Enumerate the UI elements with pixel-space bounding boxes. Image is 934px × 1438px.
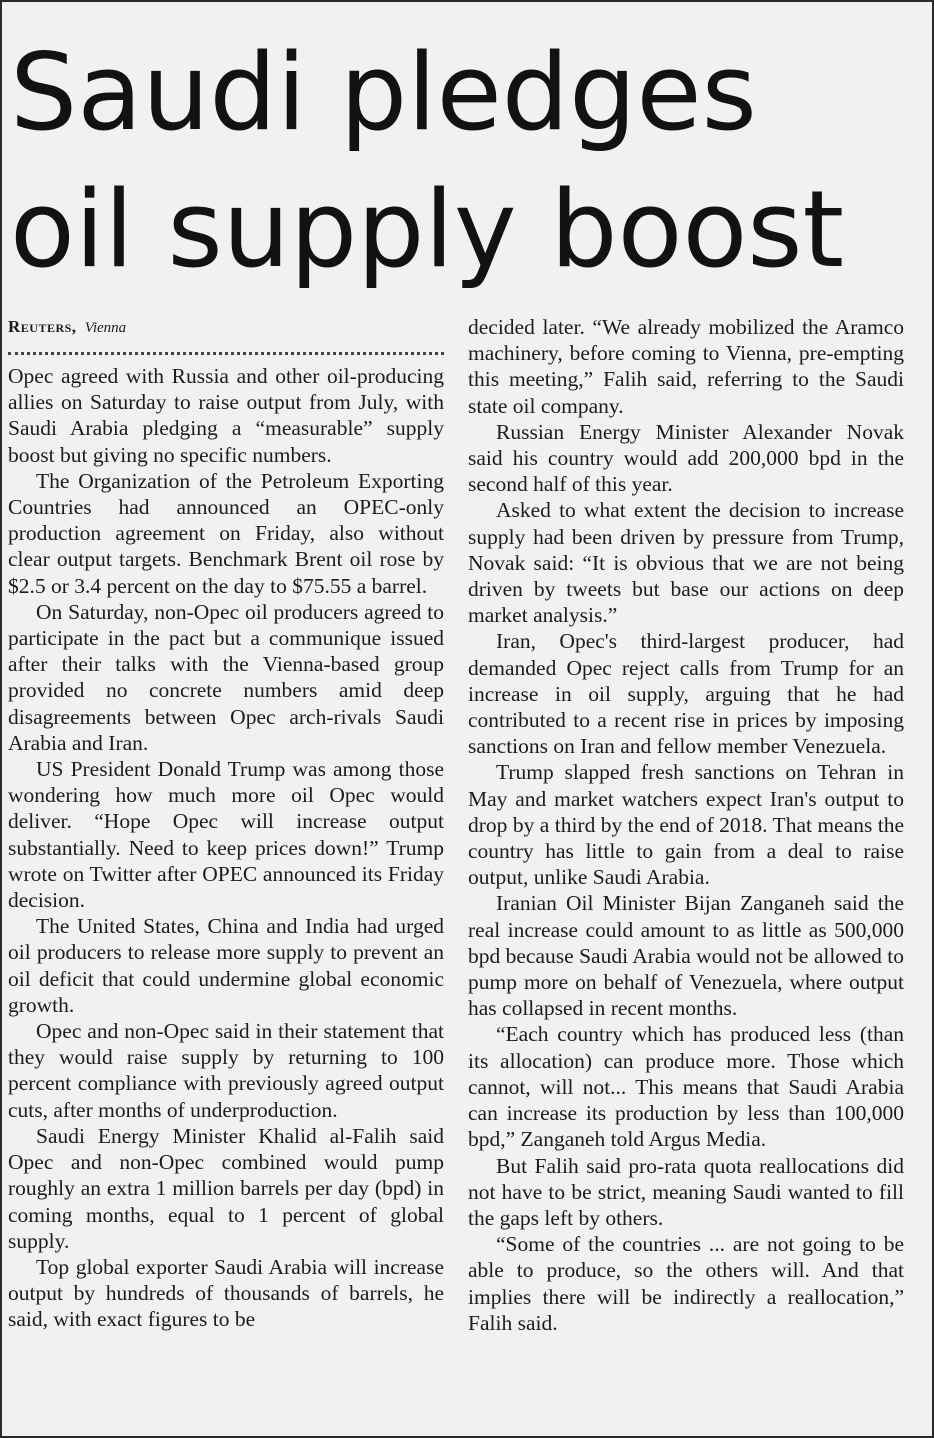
paragraph: Asked to what extent the decision to increase supply had been driven by pressure from Trump, Novak said: “It is obvious that we are not being driven by tweets but base our actions on deep market analysis.” [468, 498, 904, 628]
headline-line-2: oil supply boost [10, 168, 845, 291]
paragraph: Iranian Oil Minister Bijan Zanganeh said the real increase could amount to as little as 500,000 bpd because Saudi Arabia would not be allowed to pump more on behalf of Venezuela, where output has collapsed in recent months. [468, 891, 904, 1021]
paragraph: Top global exporter Saudi Arabia will increase output by hundreds of thousands of barrels, he said, with exact figures to be [8, 1254, 444, 1332]
paragraph: US President Donald Trump was among those wondering how much more oil Opec would deliver. “Hope Opec will increase output substantially. Need to keep prices down!” Trump wrote on Twitter after OPEC announced its Friday decision. [8, 757, 444, 913]
byline-location: Vienna [84, 320, 127, 336]
headline-line-1: Saudi pledges [10, 31, 757, 154]
paragraph: Saudi Energy Minister Khalid al-Falih said Opec and non-Opec combined would pump roughly an extra 1 million barrels per day (bpd) in coming months, equal to 1 percent of global supply. [8, 1123, 444, 1253]
paragraph: On Saturday, non-Opec oil producers agreed to participate in the pact but a communique issued after their talks with the Vienna-based group provided no concrete numbers amid deep disagreements between Opec arch-rivals Saudi Arabia and Iran. [8, 599, 444, 755]
paragraph: Russian Energy Minister Alexander Novak said his country would add 200,000 bpd in the second half of this year. [468, 419, 904, 497]
byline-agency: Reuters, [8, 317, 77, 336]
article-column-left [8, 314, 444, 1333]
dotted-divider [8, 352, 444, 355]
headline [10, 24, 930, 298]
paragraph: “Some of the countries ... are not going to be able to produce, so the others will. And that implies there will be indirectly a reallocation,” Falih said. [468, 1232, 904, 1335]
paragraph: Opec agreed with Russia and other oil-producing allies on Saturday to raise output from July, with Saudi Arabia pledging a “measurable” supply boost but giving no specific numbers. [8, 364, 444, 467]
paragraph: Opec and non-Opec said in their statement that they would raise supply by returning to 100 percent compliance with previously agreed output cuts, after months of underproduction. [8, 1019, 444, 1122]
paragraph: “Each country which has produced less (than its allocation) can produce more. Those which cannot, will not... This means that Saudi Arabia can increase its production by less than 100,000 bpd,” Zanganeh told Argus Media. [468, 1022, 904, 1152]
paragraph: The United States, China and India had urged oil producers to release more supply to prevent an oil deficit that could undermine global economic growth. [8, 914, 444, 1017]
paragraph: But Falih said pro-rata quota reallocations did not have to be strict, meaning Saudi wanted to fill the gaps left by others. [468, 1153, 904, 1230]
paragraph: Iran, Opec's third-largest producer, had demanded Opec reject calls from Trump for an increase in oil supply, arguing that he had contributed to a recent rise in prices by imposing sanctions on Iran and fellow member Venezuela. [468, 629, 904, 759]
byline [8, 314, 444, 342]
paragraph: decided later. “We already mobilized the Aramco machinery, before coming to Vienna, pre-empting this meeting,” Falih said, referring to the Saudi state oil company. [468, 315, 904, 418]
paragraph: The Organization of the Petroleum Exporting Countries had announced an OPEC-only production agreement on Friday, also without clear output targets. Benchmark Brent oil rose by $2.5 or 3.4 percent on the day to $75.55 a barrel. [8, 468, 444, 598]
paragraph: Trump slapped fresh sanctions on Tehran in May and market watchers expect Iran's output to drop by a third by the end of 2018. That means the country has little to gain from a deal to raise output, unlike Saudi Arabia. [468, 760, 904, 890]
article-column-right [468, 314, 904, 1336]
